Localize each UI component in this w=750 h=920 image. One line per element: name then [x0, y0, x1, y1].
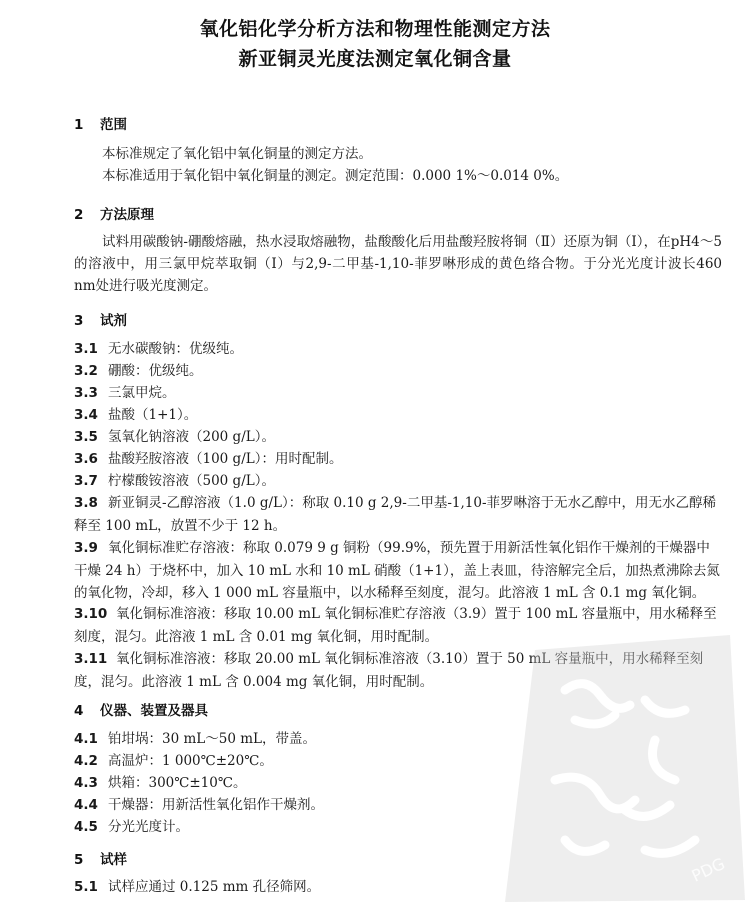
reagent-item	[74, 338, 722, 361]
section-2-para: 试料用碳酸钠-硼酸熔融，热水浸取熔融物，盐酸酸化后用盐酸羟胺将铜（Ⅱ）还原为铜（Ⅰ），在pH4～5的溶液中，用三氯甲烷萃取铜（Ⅰ）与2,9-二甲基-1,10-菲罗啉形成的黄色络合物。于分光光度计波长460 nm处进行吸光度测定。	[74, 234, 722, 294]
item-text: 三氯甲烷。	[108, 385, 176, 401]
item-number: 3.1	[74, 341, 98, 357]
item-text: 铂坩埚：30 mL～50 mL，带盖。	[108, 731, 316, 747]
stamp-text: PDG	[688, 853, 728, 886]
item-number: 3.9	[74, 540, 98, 556]
section-title: 方法原理	[100, 207, 154, 223]
item-number: 3.10	[74, 606, 108, 622]
section-3-heading	[74, 309, 127, 329]
section-1-para-2: 本标准适用于氧化铝中氧化铜量的测定。测定范围：0.000 1%～0.014 0%。	[102, 168, 569, 184]
section-title: 仪器、装置及器具	[100, 703, 208, 719]
item-number: 3.5	[74, 429, 98, 445]
item-text: 盐酸（1+1）。	[108, 407, 198, 423]
item-text: 氧化铜标准溶液：移取 20.00 mL 氧化铜标准溶液（3.10）置于 50 mL 容量瓶中，用水稀释至刻度，混匀。此溶液 1 mL 含 0.004 mg 氧化铜，用时配制。	[74, 651, 704, 690]
section-number: 1	[74, 117, 84, 133]
item-number: 3.7	[74, 473, 98, 489]
item-text: 盐酸羟胺溶液（100 g/L）：用时配制。	[108, 451, 343, 467]
item-number: 4.5	[74, 819, 98, 835]
item-text: 干燥器：用新活性氧化铝作干燥剂。	[108, 797, 324, 813]
section-number: 3	[74, 313, 84, 329]
item-number: 3.3	[74, 385, 98, 401]
reagent-item	[74, 470, 722, 493]
reagent-item	[74, 382, 722, 405]
section-title: 试剂	[100, 313, 127, 329]
item-number: 3.8	[74, 495, 98, 511]
item-number: 3.11	[74, 651, 108, 667]
section-number: 2	[74, 207, 84, 223]
item-text: 无水碳酸钠：优级纯。	[108, 341, 243, 357]
section-1-para-1: 本标准规定了氧化铝中氧化铜量的测定方法。	[102, 146, 372, 162]
section-4-heading	[74, 699, 208, 719]
reagent-item	[74, 492, 722, 537]
item-text: 氧化铜标准贮存溶液：称取 0.079 9 g 铜粉（99.9%，预先置于用新活性氧化铝作干燥剂的干燥器中干燥 24 h）于烧杯中，加入 10 mL 水和 10 mL 硝酸（1+1），盖上表皿，待溶解完全后，加热煮沸除去氮的氧化物，冷却，移入 1 000 mL 容量瓶中，以水稀释至刻度，混匀。此溶液 1 mL 含 0.1 mg 氧化铜。	[74, 540, 720, 601]
item-text: 硼酸：优级纯。	[108, 363, 203, 379]
section-title: 范围	[100, 117, 127, 133]
reagent-item	[74, 537, 722, 605]
item-number: 4.2	[74, 753, 98, 769]
section-number: 5	[74, 852, 84, 868]
item-number: 3.4	[74, 407, 98, 423]
section-number: 4	[74, 703, 84, 719]
section-title: 试样	[100, 852, 127, 868]
item-text: 氧化铜标准溶液：移取 10.00 mL 氧化铜标准贮存溶液（3.9）置于 100 mL 容量瓶中，用水稀释至刻度，混匀。此溶液 1 mL 含 0.01 mg 氧化铜，用时配制。	[74, 606, 717, 645]
title-line-2: 新亚铜灵光度法测定氧化铜含量	[238, 48, 512, 70]
item-number: 5.1	[74, 879, 98, 895]
watermark-stamp	[495, 630, 750, 905]
item-text: 烘箱：300℃±10℃。	[108, 775, 247, 791]
reagent-item	[74, 360, 722, 383]
item-number: 3.2	[74, 363, 98, 379]
item-number: 4.4	[74, 797, 98, 813]
item-number: 4.1	[74, 731, 98, 747]
section-2-heading	[74, 203, 154, 223]
item-text: 试样应通过 0.125 mm 孔径筛网。	[108, 879, 321, 895]
item-text: 分光光度计。	[108, 819, 189, 835]
section-5-heading	[74, 848, 127, 868]
item-text: 柠檬酸铵溶液（500 g/L）。	[108, 473, 275, 489]
section-1-heading	[74, 113, 127, 133]
item-number: 4.3	[74, 775, 98, 791]
item-text: 高温炉：1 000℃±20℃。	[108, 753, 273, 769]
item-text: 新亚铜灵-乙醇溶液（1.0 g/L）：称取 0.10 g 2,9-二甲基-1,10-菲罗啉溶于无水乙醇中，用无水乙醇稀释至 100 mL，放置不少于 12 h。	[74, 495, 717, 534]
title-line-1: 氧化铝化学分析方法和物理性能测定方法	[199, 18, 551, 40]
reagent-item	[74, 448, 722, 471]
reagent-item	[74, 404, 722, 427]
item-number: 3.6	[74, 451, 98, 467]
reagent-item	[74, 426, 722, 449]
item-text: 氢氧化钠溶液（200 g/L）。	[108, 429, 275, 445]
